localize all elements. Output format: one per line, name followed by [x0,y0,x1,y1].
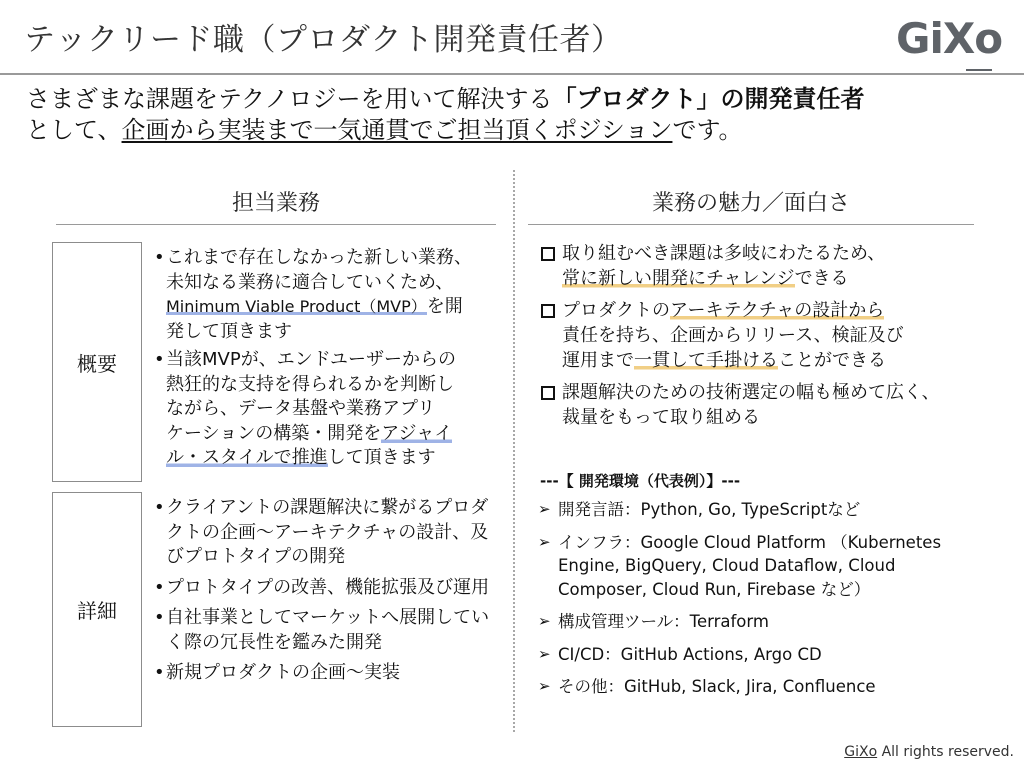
appeal-item-3 [540,380,1000,430]
dev-env-cicd: ➢ CI/CD：GitHub Actions, Argo CD [538,643,968,667]
challenge-highlight: 常に新しい開発にチャレンジ [562,268,795,289]
detail-label-box [52,492,142,727]
lead-line-1 [26,84,865,115]
lead-line2-pre: として、 [26,116,122,144]
right-heading: 業務の魅力／面白さ [651,191,850,216]
lead-line1-bold: 「プロダクト」の開発責任者 [552,85,865,113]
lead-line2-underlined: 企画から実装まで一気通貫でご担当頂くポジション [121,116,673,144]
lead-line2-post: です。 [672,116,743,144]
appeal-item-2 [540,298,1000,373]
consistent-highlight: 一貫して手掛ける [634,350,778,371]
overview-item1-line2: 未知なる業務に適合していくため、 [166,271,454,293]
appeal-list [540,241,1000,437]
agile-highlight-1: アジャイ [381,422,453,444]
lead-line-2 [26,115,865,146]
logo-text: GiXo [896,14,1003,63]
left-heading-rule [56,224,496,225]
mvp-highlight: Minimum Viable Product（MVP） [166,297,427,316]
copyright-footer [844,744,1014,760]
detail-item-2: • プロトタイプの改善、機能拡張及び運用 [154,576,494,601]
detail-item-3: • 自社事業としてマーケットへ展開していく際の冗長性を鑑みた開発 [154,606,494,655]
overview-item2-line3: ながら、データ基盤や業務アプリ [166,398,436,419]
overview-label-box [52,242,142,482]
overview-item-2 [154,348,510,471]
appeal-item-1 [540,241,1000,291]
title-divider [0,73,1024,75]
appeal1-line2-post: できる [794,268,849,289]
overview-item1-line1: • これまで存在しなかった新しい業務、 [166,247,472,268]
detail-item-1: • クライアントの課題解決に繋がるプロダクトの企画～アーキテクチャの設計、及びプロトタイプの開発 [154,496,494,570]
overview-item1-line3-rest: を開 [426,296,463,317]
overview-label: 概要 [77,351,117,376]
appeal3-line1: 課題解決のための技術選定の幅も極めて広く、 [562,382,940,403]
column-divider [513,170,515,732]
appeal1-line1: 取り組むべき課題は多岐にわたるため、 [562,243,886,264]
appeal2-line3-pre: 運用まで [562,350,634,371]
overview-item-1 [154,246,510,344]
dev-env-languages: ➢ 開発言語：Python, Go, TypeScriptなど [538,498,968,522]
lead-statement [26,84,865,146]
detail-label: 詳細 [77,599,117,623]
page-title: テックリード職（プロダクト開発責任者） [24,22,623,58]
footer-rights: All rights reserved. [877,744,1014,760]
detail-item-4: • 新規プロダクトの企画～実装 [154,661,494,686]
left-heading: 担当業務 [231,191,320,216]
appeal2-line3-post: ことができる [778,350,886,371]
gixo-logo [896,14,1014,72]
appeal2-line1-pre: プロダクトの [562,300,670,321]
overview-item2-line2: 熱狂的な支持を得られるかを判断し [166,373,454,395]
lead-line1-text: さまざまな課題をテクノロジーを用いて解決する [26,85,553,113]
appeal2-line2: 責任を持ち、企画からリリース、検証及び [562,325,904,346]
overview-item2-line1: • 当該MVPが、エンドユーザーからの [166,349,456,370]
dev-env-heading: ---【 開発環境（代表例）】--- [540,472,741,490]
architecture-highlight: アーキテクチャの設計から [670,300,885,321]
overview-item1-line4: 発して頂きます [166,320,292,342]
dev-env-other: ➢ その他：GitHub, Slack, Jira, Confluence [538,675,968,699]
overview-list [154,246,510,475]
overview-item2-line4-pre: ケーションの構築・開発を [166,422,382,444]
footer-brand: GiXo [844,744,878,760]
detail-list [154,496,494,690]
dev-env-list [538,498,968,708]
appeal3-line2: 裁量をもって取り組める [562,407,760,428]
right-heading-rule [528,224,974,225]
dev-env-infra: ➢ インフラ：Google Cloud Platform （Kubernetes Engine, BigQuery, Cloud Dataflow, Cloud Composer, Cloud Run, Firebase など） [538,531,968,602]
agile-highlight-2: ル・スタイルで推進 [166,447,328,468]
dev-env-config: ➢ 構成管理ツール：Terraform [538,610,968,634]
overview-item2-line5-post: して頂きます [327,447,436,468]
